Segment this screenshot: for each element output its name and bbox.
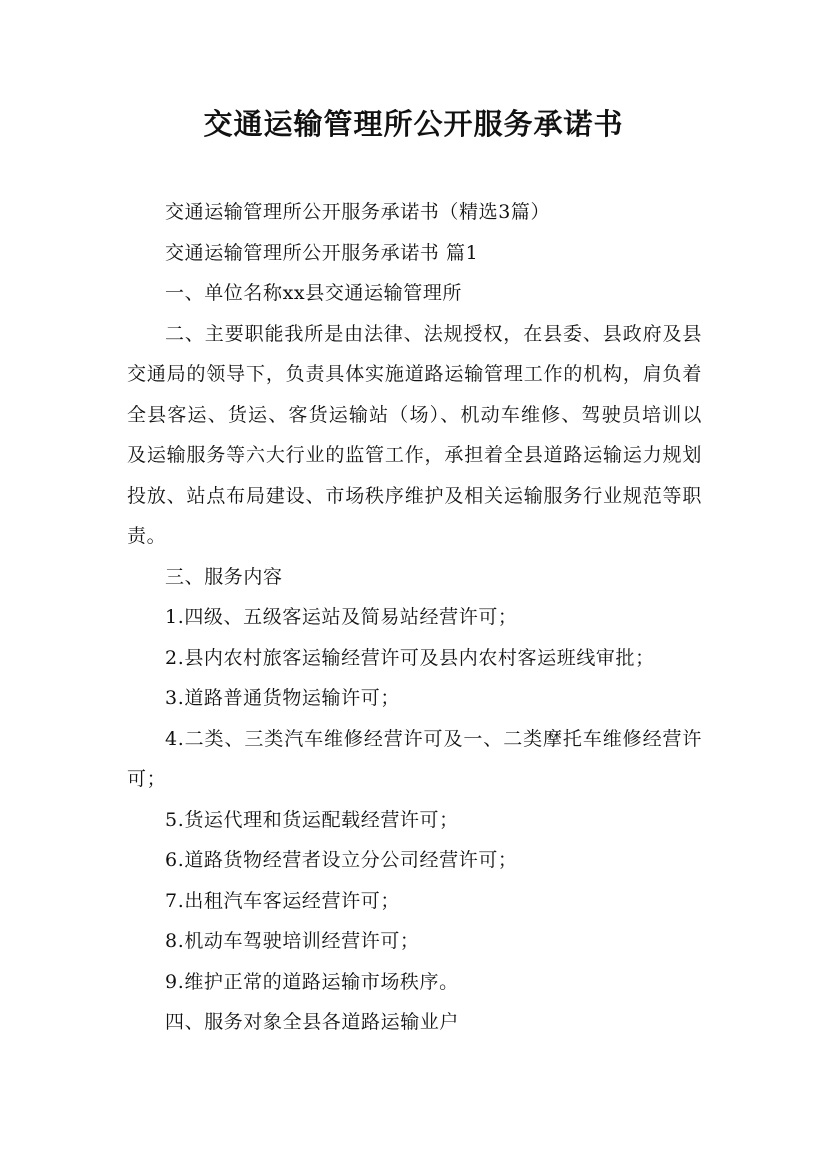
list-item: 9.维护正常的道路运输市场秩序。: [165, 970, 459, 993]
paragraph-subtitle: 交通运输管理所公开服务承诺书（精选3篇）: [165, 201, 551, 223]
paragraph-service-target: 四、服务对象全县各道路运输业户: [165, 1011, 460, 1033]
document-title: 交通运输管理所公开服务承诺书: [203, 107, 624, 141]
list-item: 5.货运代理和货运配载经营许可；: [165, 808, 459, 831]
list-item: 2.县内农村旅客运输经营许可及县内农村客运班线审批；: [165, 646, 655, 669]
list-item: 7.出租汽车客运经营许可；: [165, 889, 400, 912]
list-item: 1.四级、五级客运站及简易站经营许可；: [165, 606, 518, 628]
list-item: 6.道路货物经营者设立分公司经营许可；: [165, 849, 518, 871]
paragraph-main-duties: 二、主要职能我所是由法律、法规授权，在县委、县政府及县交通局的领导下，负责具体实施道路运输管理工作的机构，肩负着全县客运、货运、客货运输站（场）、机动车维修、驾驶员培训以及运输服务等六大行业的监管工作，承担着全县道路运输运力规划投放、站点布局建设、市场秩序维护及相关运输服务行业规范等职责。: [127, 322, 702, 547]
paragraph-unit-name: 一、单位名称xx县交通运输管理所: [165, 282, 463, 304]
paragraph-service-content-heading: 三、服务内容: [165, 565, 283, 588]
paragraph-section-heading: 交通运输管理所公开服务承诺书 篇1: [165, 241, 479, 264]
list-item: 4.二类、三类汽车维修经营许可及一、二类摩托车维修经营许可；: [127, 727, 702, 790]
document-body: [127, 192, 702, 1043]
list-item: 8.机动车驾驶培训经营许可；: [165, 930, 420, 952]
list-item: 3.道路普通货物运输许可；: [165, 687, 400, 709]
